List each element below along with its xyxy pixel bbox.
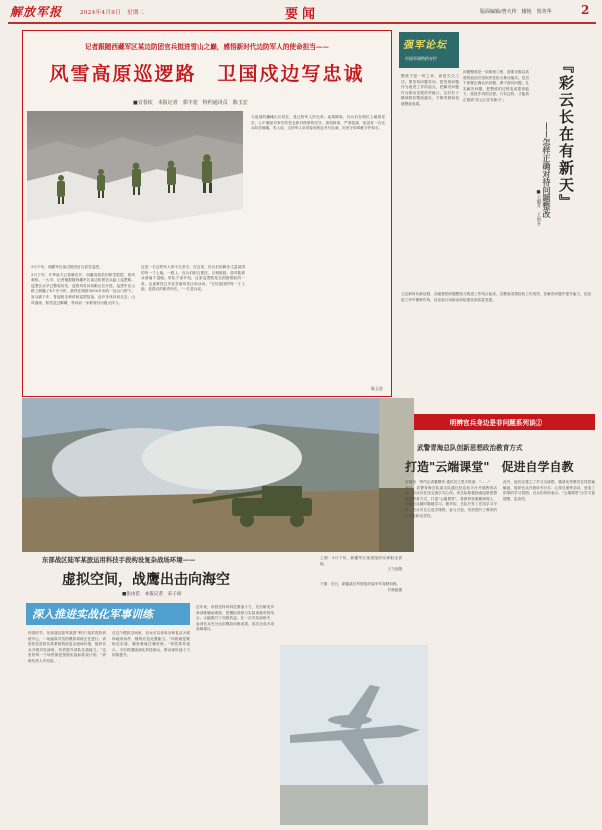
snow-patrol-photo [27, 111, 243, 261]
forum-body-c [401, 292, 591, 410]
story-kicker: 记者跟随西藏军区某边防团官兵挺进雪山之巅，感悟新时代边防军人的使命担当—— [85, 43, 329, 51]
early-warning-aircraft-photo [280, 645, 428, 825]
series-banner-text: 明辨官兵身边是非问题系列谈② [449, 419, 543, 427]
masthead-rule [8, 22, 596, 24]
story-photo-caption: 3月下旬，西藏军区某边防团官兵冒雪巡逻。 [31, 265, 103, 269]
east-headline: 虚拟空间，战鹰出击向海空 [62, 572, 230, 588]
east-byline: ■张由范 本报记者 宋子尚 [122, 592, 182, 597]
east-kicker: 东部战区陆军某旅运用科技手段构设复杂战场环境—— [42, 556, 196, 564]
page-editors: 版面编辑/曾火传 楼艳 贺英华 [480, 9, 552, 15]
east-body-b [112, 631, 190, 823]
east-text-c: 近年来，该旅坚持向科技要战斗力，先后研发多套训练辅助系统，把模拟训练与实装训练有机结合，大幅提升了训练效益。在一次对抗演练中，参训官兵充分运用模拟训练成果，成功完成多项高难课目。 [196, 605, 274, 632]
forum-badge-title: 强军论坛 [403, 40, 447, 51]
education-headline: 打造"云端课堂" 促进自学自教 [405, 460, 574, 474]
caption-top-text: 上图：3月下旬，新疆军区某团组织实弹射击训练。 [320, 556, 402, 566]
forum-body-a [463, 70, 529, 290]
education-text-a: 近日，武警青海总队某支队通过信息化平台开展教育活动，官兵们在线交流学习心得。该总队积极探索创新思想政治教育方式，打造"云端课堂"，将教育资源搬到网上，方便官兵随时随地学习。据介绍，总队开发了在线学习平台，官兵可自主选学课程、参与讨论，有效提升了教育的针对性和实效性。 [405, 485, 497, 518]
story-body-mid [141, 265, 245, 389]
forum-body-b [401, 74, 459, 290]
training-banner [26, 603, 190, 625]
top-story [22, 30, 392, 397]
story-text-col3: 与祖国的巍峨山川同在，是边防军人的光荣。夜幕降临，官兵们在哨位上凝望星空，心中满是对家乡的思念和对使命的坚守。高原缺氧、严寒侵袭，但没有一名官兵叫苦喊累。有人说，边防军人用青春和热血书写忠诚，用坚守和奉献守护和平。 [251, 115, 385, 131]
story-text-col2: 这是一名边防军人的平凡坚守。在这里，官兵们用脚步丈量祖国的每一寸土地。一路上，官兵们相互搀扶，互相鼓励，面对陡坡冰面毫不退缩。带队干部介绍，这条巡逻路是全团最艰险的一条，沿途要经过多处雪崩易发区和冰河。"守好祖国的每一寸土地，是我们的职责所在。"一名老兵说。 [141, 265, 245, 292]
paper-name: 解放军报 [10, 5, 63, 19]
east-text-a: 仲春时节，东部战区陆军某旅"利刃"战术攻防训练中心，一场逼真对抗的模拟训练正在进行。该旅依托虚拟仿真系统构设复杂战场环境，组织官兵开展对抗演练，有效提升部队实战能力。"这里的每一个场景都是按照实战标准设计的。"训练负责人介绍说。 [28, 631, 106, 663]
forum-column [397, 30, 595, 430]
artillery-photo [22, 398, 379, 552]
page-number: 2 [581, 3, 590, 17]
education-kicker: 武警青海总队创新思想政治教育方式 [417, 444, 523, 452]
east-text-b: 在这个模拟空间里，官兵可以体验各种复杂天候和地形条件，锤炼应急处置能力。"训练就是要贴近实战，哪里难就往哪里练。"该旅领导表示，今后将继续深化科技练兵，推动部队战斗力持续提升。 [112, 631, 190, 658]
training-banner-text: 深入推进实战化军事训练 [32, 608, 153, 621]
caption-bottom-text: 下图：近日，新疆某红军旅组织装甲车驾驶训练。 [320, 582, 401, 586]
masthead [0, 0, 602, 24]
east-body-c [196, 605, 274, 823]
forum-text-b: 整改不是一时之举，而是长久之功。要坚持问题导向，把发现问题作为改进工作的起点，把解决问题作为推动发展的突破口，以钉钉子精神抓好整改落实，不断巩固和拓展整改成果。 [401, 74, 459, 106]
story-body-right [251, 115, 385, 390]
aircraft-photo [280, 645, 428, 825]
story-byline: ■宜春钦 本报记者 郭丰宽 特约通讯员 陈玉宏 [133, 100, 248, 106]
issue-date: 2024年4月9日 星期二 [80, 10, 145, 16]
live-fire-drill-photo [22, 398, 379, 552]
forum-author: ■王朝升 王时升 [536, 190, 541, 226]
story-photo [27, 111, 243, 261]
forum-subtitle: ——怎样正确对待问题整改 [542, 122, 552, 218]
story-headline: 风雪高原巡逻路 卫国戍边写忠诚 [49, 63, 365, 85]
forum-text-c: 立足新时代新征程，各级要把问题整改与推进工作结合起来，以整改成果检验工作成效，在解决问题中提升能力，在改进工作中锤炼作风，以实际行动推动部队建设高质量发展。 [401, 292, 591, 302]
education-text-b: 此外，他们还建立了学习交流群，邀请优秀教员在线答疑解惑，组织官兵开展读书分享、心得交流等活动，营造了浓厚的学习氛围。官兵们纷纷表示，"云端课堂"让学习更便捷、更高效。 [503, 480, 595, 501]
forum-text-a: 问题整改是一项系统工程，需要各级以高度的政治自觉和责任担当推动落实。党员干部要正确认识问题、勇于面对问题、扎实解决问题，把整改的过程变成提高能力、改进作风的过程。只有这样，才能真正做到"彩云长在有新天"。 [463, 70, 529, 102]
forum-badge-sub: 中国军网特约专栏 [405, 56, 437, 61]
caption-top-author: 王乃奋摄 [387, 567, 402, 572]
story-text-col1: 3月下旬，开季南方已春暖花开，西藏高原依旧积雪皑皑、寒风刺骨。一大早，记者便跟随西藏军区某边防团官兵踏上巡逻路。巡逻官兵早已整装待发，迎着风雪向执勤点位开进。巡逻车在山路上颠簸了4个多小时，最终在海拔5000多米的一处山口停下。官兵跳下车，背起枪支弹药和巡逻装备，迈开步伐向前走去。山风凛冽，积雪没过脚踝，每向前一步都需付出极大体力。 [31, 272, 135, 305]
series-banner [397, 414, 595, 430]
story-author-tag: 陈玉宏 [371, 386, 383, 391]
east-body-a [28, 631, 106, 823]
forum-title: 『彩云长在有新天』 [557, 58, 575, 211]
east-story [22, 555, 582, 825]
section-title: 要闻 [285, 7, 320, 22]
education-byline: 本报讯 特约记者董耀荣 通讯员王思宇报道："……" [405, 480, 490, 484]
caption-bottom-author: 吕林振摄 [387, 587, 402, 592]
forum-badge [399, 32, 459, 68]
story-body-left [31, 265, 135, 389]
